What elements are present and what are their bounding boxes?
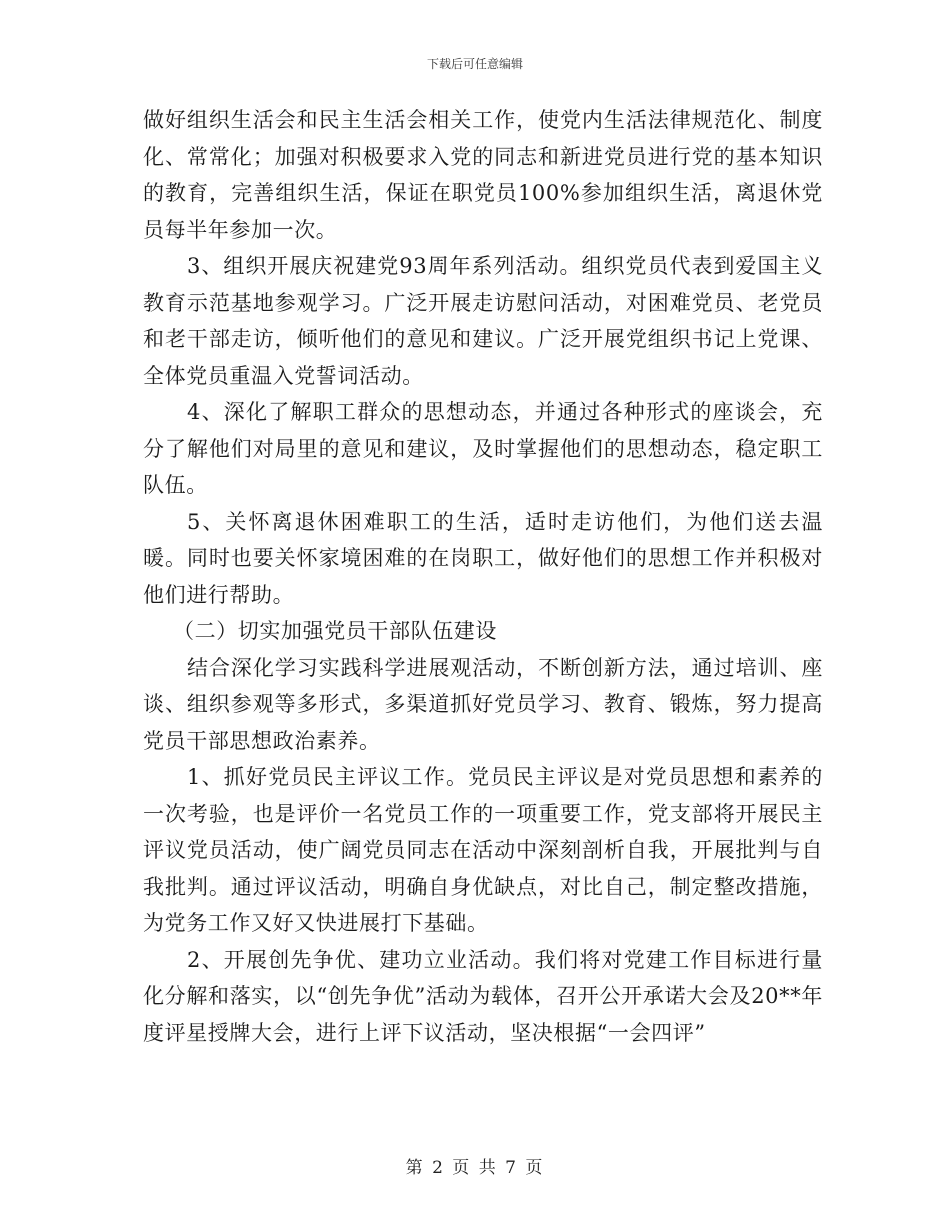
paragraph-3: 4、深化了解职工群众的思想动态，并通过各种形式的座谈会，充分了解他们对局里的意见和建议，及时掌握他们的思想动态，稳定职工队伍。 <box>143 400 823 497</box>
paragraph-7: 2、开展创先争优、建功立业活动。我们将对党建工作目标进行量化分解和落实，以“创先争优”活动为载体，召开公开承诺大会及20**年度评星授牌大会，进行上评下议活动，坚决根据“一会四评” <box>143 947 823 1045</box>
document-body <box>143 102 823 1051</box>
paragraph-4: 5、关怀离退休困难职工的生活，适时走访他们，为他们送去温暖。同时也要关怀家境困难的在岗职工，做好他们的思想工作并积极对他们进行帮助。 <box>143 509 823 607</box>
page-header: 下载后可任意编辑 <box>426 57 523 71</box>
page-number: 第 2 页 共 7 页 <box>405 1158 545 1178</box>
paragraph-5: 结合深化学习实践科学进展观活动，不断创新方法，通过培训、座谈、组织参观等多形式，多渠道抓好党员学习、教育、锻炼，努力提高党员干部思想政治素养。 <box>143 655 823 753</box>
section-heading: （二）切实加强党员干部队伍建设 <box>173 619 497 643</box>
paragraph-1: 做好组织生活会和民主生活会相关工作，使党内生活法律规范化、制度化、常常化；加强对积极要求入党的同志和新进党员进行党的基本知识的教育，完善组织生活，保证在职党员100%参加组织生活，离退休党员每半年参加一次。 <box>143 108 823 242</box>
paragraph-6: 1、抓好党员民主评议工作。党员民主评议是对党员思想和素养的一次考验，也是评价一名党员工作的一项重要工作，党支部将开展民主评议党员活动，使广阔党员同志在活动中深刻剖析自我，开展批判与自我批判。通过评议活动，明确自身优缺点，对比自己，制定整改措施，为党务工作又好又快进展打下基础。 <box>143 765 823 935</box>
paragraph-2: 3、组织开展庆祝建党93周年系列活动。组织党员代表到爱国主义教育示范基地参观学习。广泛开展走访慰问活动，对困难党员、老党员和老干部走访，倾听他们的意见和建议。广泛开展党组织书记上党课、全体党员重温入党誓词活动。 <box>143 254 823 388</box>
